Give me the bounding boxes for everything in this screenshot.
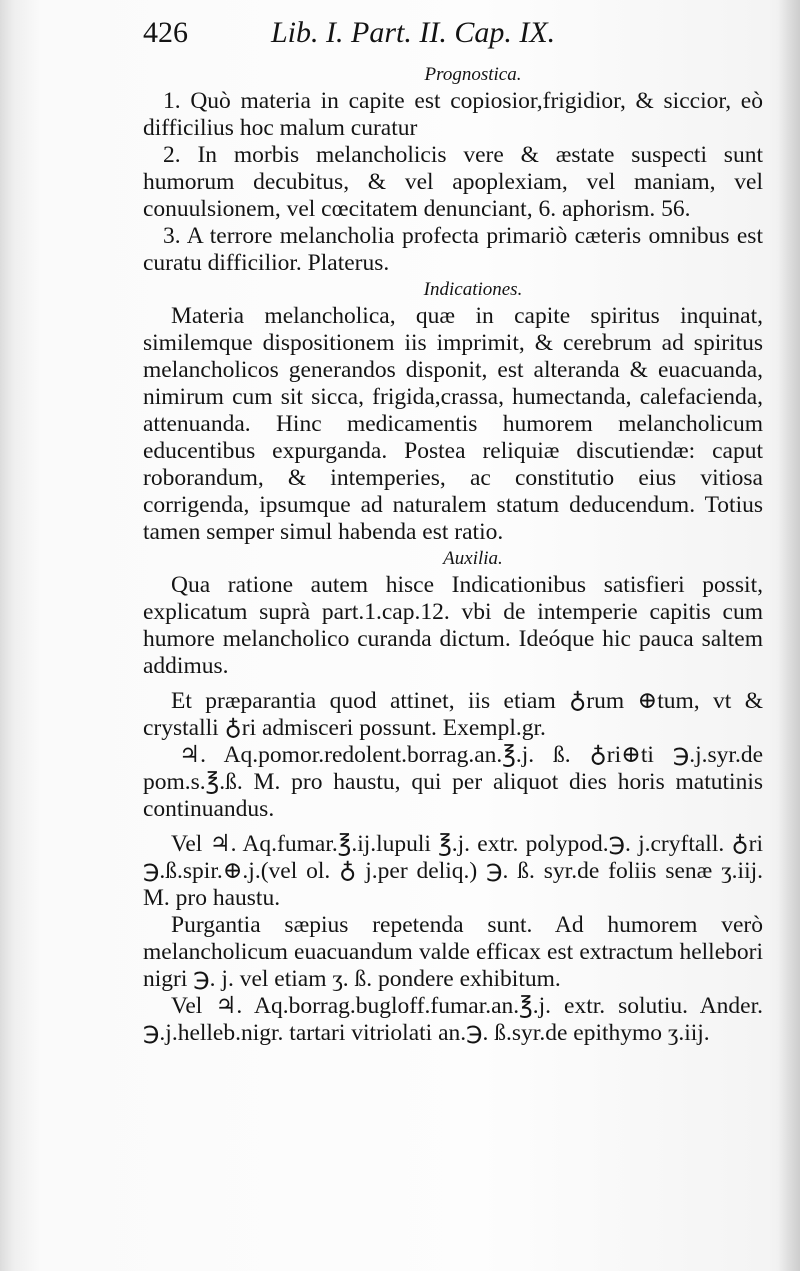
page-text bbox=[143, 16, 763, 1047]
auxilia-recipe-2: Vel ♃. Aq.fumar.℥.ij.lupuli ℥.j. extr. polypod.℈. j.cryftall. ♁ri ℈.ß.spir.⊕.j.(vel ol. ♁ j.per deliq.) ℈. ß. syr.de foliis senæ ʒ.iij. M. pro haustu. bbox=[143, 831, 763, 911]
auxilia-paragraph-1: Qua ratione autem hisce Indicationibus satisfieri possit, explicatum suprà part.1.cap.12. vbi de intemperie capitis cum humore melancholico curanda dictum. Ideóque hic pauca saltem addimus. bbox=[143, 572, 763, 679]
prognostica-item-3: 3. A terrore melancholia profecta primariò cæteris omnibus est curatu difficilior. Platerus. bbox=[143, 223, 763, 276]
running-head: Lib. I. Part. II. Cap. IX. bbox=[271, 16, 556, 49]
prognostica-item-1: 1. Quò materia in capite est copiosior,frigidior, & siccior, eò difficilius hoc malum curatur bbox=[143, 88, 763, 141]
auxilia-recipe-1: ♃. Aq.pomor.redolent.borrag.an.℥.j. ß. ♁ri⊕ti ℈.j.syr.de pom.s.℥.ß. M. pro haustu, qui per aliquot dies horis matutinis continuandus. bbox=[143, 742, 763, 822]
heading-auxilia: Auxilia. bbox=[443, 548, 503, 569]
indicationes-paragraph: Materia melancholica, quæ in capite spiritus inquinat, similemque dispositionem iis imprimit, & cerebrum ad spiritus melancholicos generandos disponit, est alteranda & euacuanda, nimirum cum sit sicca, frigida,crassa, humectanda, calefacienda, attenuanda. Hinc medicamentis humorem melancholicum educentibus expurganda. Postea reliquiæ discutiendæ: caput roborandum, & intemperies, ac constitutio eius vitiosa corrigenda, ipsumque ad naturalem statum deducendum. Totius tamen semper simul habenda est ratio. bbox=[143, 303, 763, 545]
page-gutter-shadow bbox=[778, 0, 800, 1271]
prognostica-item-2: 2. In morbis melancholicis vere & æstate suspecti sunt humorum decubitus, & vel apoplexiam, vel maniam, vel conuulsionem, vel cœcitatem denunciant, 6. aphorism. 56. bbox=[143, 142, 763, 222]
heading-prognostica: Prognostica. bbox=[424, 64, 522, 85]
page-number: 426 bbox=[143, 16, 188, 49]
auxilia-paragraph-3: Purgantia sæpius repetenda sunt. Ad humorem verò melancholicum euacuandum valde efficax est extractum hellebori nigri ℈. j. vel etiam ʒ. ß. pondere exhibitum. bbox=[143, 912, 763, 992]
auxilia-recipe-3: Vel ♃. Aq.borrag.bugloff.fumar.an.℥.j. extr. solutiu. Ander. ℈.j.helleb.nigr. tartari vitriolati an.℈. ß.syr.de epithymo ʒ.iij. bbox=[143, 993, 763, 1046]
auxilia-paragraph-2: Et præparantia quod attinet, iis etiam ♁rum ⊕tum, vt & crystalli ♁ri admisceri possunt. Exempl.gr. bbox=[143, 688, 763, 741]
heading-indicationes: Indicationes. bbox=[423, 279, 523, 300]
page-header bbox=[143, 16, 763, 62]
